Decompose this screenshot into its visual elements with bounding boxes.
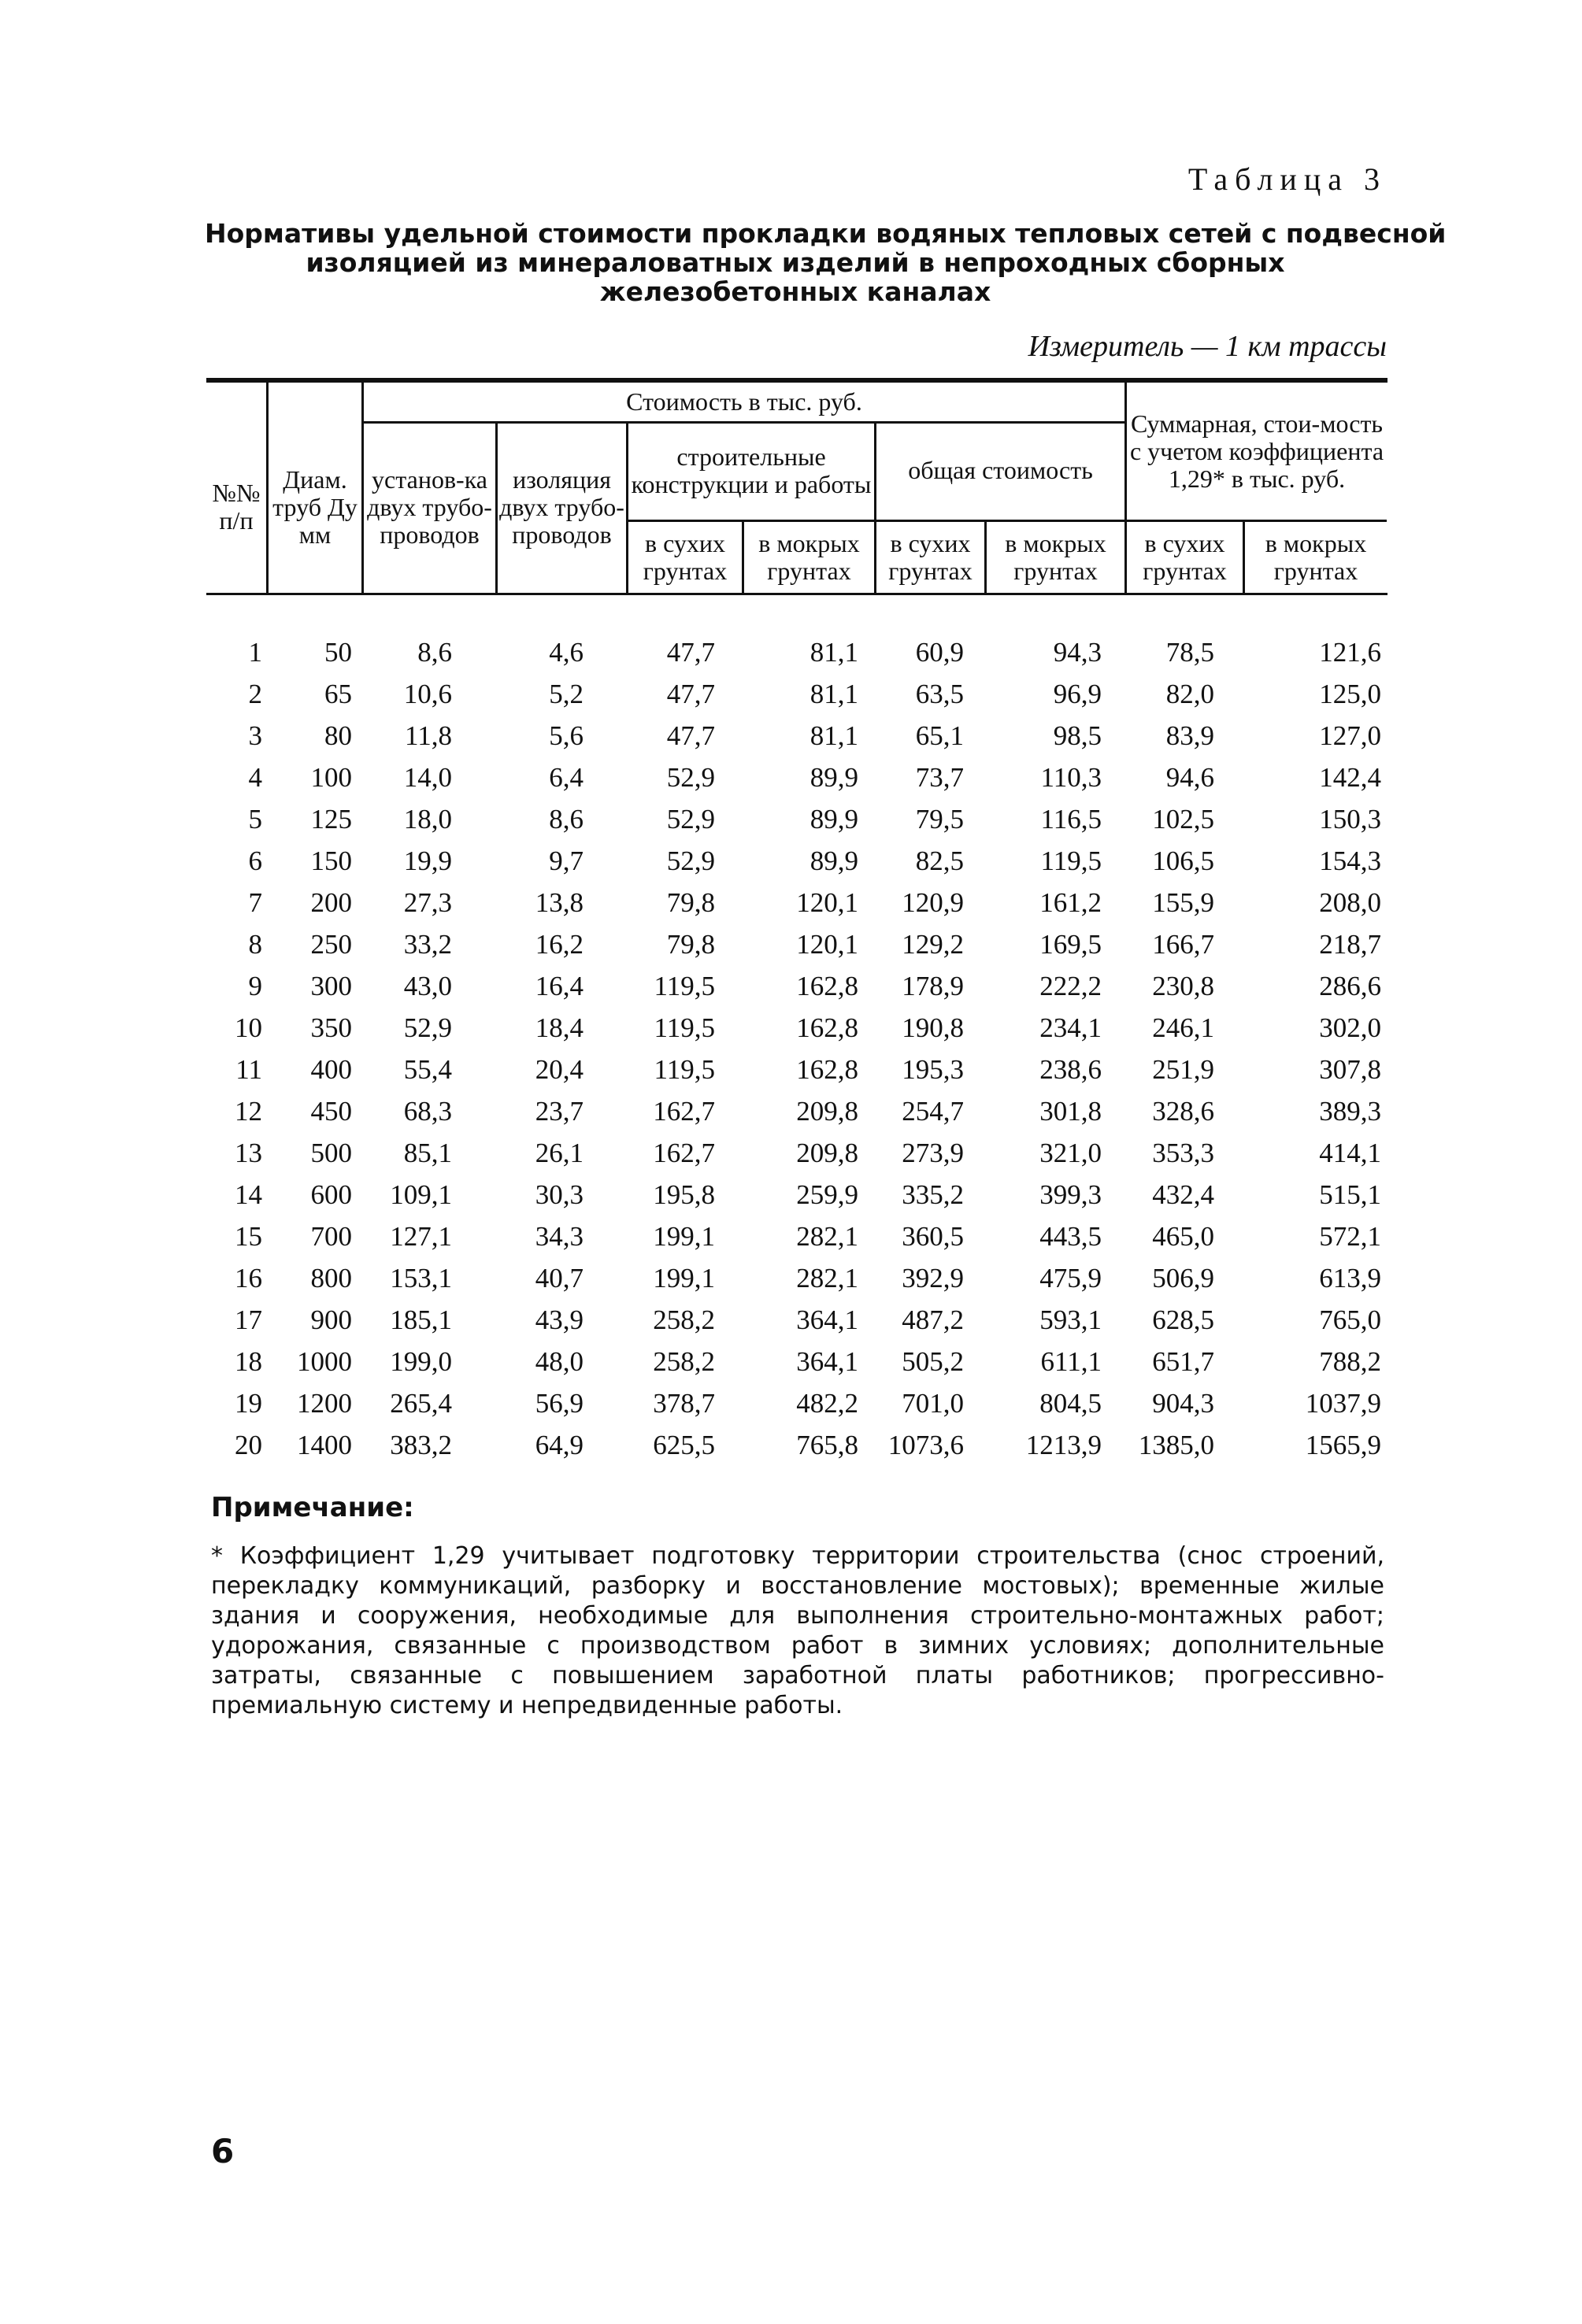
cell-num: 17 — [235, 1304, 262, 1335]
cell-sum-dry: 651,7 — [1152, 1346, 1214, 1377]
cell-total-dry: 273,9 — [902, 1138, 964, 1168]
cell-insulation: 20,4 — [535, 1054, 584, 1085]
header-wet: в мокрых грунтах — [758, 529, 860, 585]
cell-diam: 50 — [324, 637, 352, 668]
cell-constr-wet: 209,8 — [796, 1138, 858, 1168]
cell-insulation: 16,4 — [535, 971, 584, 1001]
cell-insulation: 8,6 — [549, 804, 584, 834]
cell-constr-wet: 162,8 — [796, 971, 858, 1001]
cell-total-wet: 222,2 — [1039, 971, 1102, 1001]
cell-num: 4 — [248, 762, 262, 793]
header-construction: строительные конструкции и работы — [631, 442, 872, 498]
title-line: железобетонных каналах — [599, 276, 991, 307]
header-diam: Диам. труб Ду мм — [272, 464, 358, 549]
title-line: Нормативы удельной стоимости прокладки водяных тепловых сетей с подвесной — [205, 218, 1447, 249]
cell-total-dry: 701,0 — [902, 1388, 964, 1419]
cell-insulation: 56,9 — [535, 1388, 584, 1419]
cell-total-wet: 804,5 — [1039, 1388, 1102, 1419]
cell-total-dry: 487,2 — [902, 1304, 964, 1335]
cell-total-wet: 96,9 — [1053, 679, 1102, 709]
cell-constr-dry: 378,7 — [653, 1388, 715, 1419]
table-label: Таблица 3 — [1187, 161, 1387, 197]
cell-constr-dry: 258,2 — [653, 1346, 715, 1377]
cell-constr-wet: 120,1 — [796, 929, 858, 960]
cell-install: 27,3 — [403, 887, 452, 918]
cell-diam: 400 — [310, 1054, 352, 1085]
cell-constr-wet: 282,1 — [796, 1221, 858, 1252]
table-row — [0, 715, 1582, 757]
cell-num: 6 — [248, 846, 262, 876]
cell-install: 199,0 — [390, 1346, 452, 1377]
cell-total-wet: 161,2 — [1039, 887, 1102, 918]
cell-sum-dry: 106,5 — [1152, 846, 1214, 876]
cell-diam: 1000 — [297, 1346, 352, 1377]
cell-total-dry: 195,3 — [902, 1054, 964, 1085]
cell-insulation: 64,9 — [535, 1430, 584, 1460]
cell-constr-dry: 119,5 — [654, 1012, 715, 1043]
cell-constr-wet: 364,1 — [796, 1304, 858, 1335]
cell-constr-dry: 162,7 — [653, 1096, 715, 1127]
cell-num: 9 — [248, 971, 262, 1001]
cell-total-dry: 120,9 — [902, 887, 964, 918]
cell-total-wet: 238,6 — [1039, 1054, 1102, 1085]
cell-diam: 200 — [310, 887, 352, 918]
cell-sum-wet: 208,0 — [1319, 887, 1381, 918]
cell-sum-wet: 1565,9 — [1305, 1430, 1381, 1460]
cell-sum-dry: 251,9 — [1152, 1054, 1214, 1085]
cell-total-wet: 94,3 — [1053, 637, 1102, 668]
cell-diam: 500 — [310, 1138, 352, 1168]
cell-total-dry: 392,9 — [902, 1263, 964, 1293]
table-row — [0, 1007, 1582, 1049]
table-row — [0, 1341, 1582, 1382]
cell-insulation: 34,3 — [535, 1221, 584, 1252]
cell-install: 68,3 — [403, 1096, 452, 1127]
cell-constr-wet: 162,8 — [796, 1054, 858, 1085]
cell-diam: 600 — [310, 1179, 352, 1210]
cell-diam: 900 — [310, 1304, 352, 1335]
cell-diam: 65 — [324, 679, 352, 709]
cell-total-wet: 593,1 — [1039, 1304, 1102, 1335]
cell-total-dry: 82,5 — [915, 846, 964, 876]
cell-total-wet: 611,1 — [1040, 1346, 1102, 1377]
cell-num: 5 — [248, 804, 262, 834]
cell-total-dry: 65,1 — [915, 720, 964, 751]
cell-total-wet: 475,9 — [1039, 1263, 1102, 1293]
cell-install: 55,4 — [403, 1054, 452, 1085]
cell-num: 19 — [235, 1388, 262, 1419]
table-row — [0, 631, 1582, 673]
cell-sum-wet: 286,6 — [1319, 971, 1381, 1001]
title-line: изоляцией из минераловатных изделий в непроходных сборных — [306, 247, 1285, 278]
cell-num: 13 — [235, 1138, 262, 1168]
table-row — [0, 1424, 1582, 1466]
cell-constr-dry: 199,1 — [653, 1221, 715, 1252]
header-num: №№ п/п — [212, 479, 261, 535]
cell-sum-dry: 83,9 — [1165, 720, 1214, 751]
cell-install: 185,1 — [390, 1304, 452, 1335]
cell-total-dry: 190,8 — [902, 1012, 964, 1043]
table-row — [0, 798, 1582, 840]
cell-num: 3 — [248, 720, 262, 751]
cell-total-dry: 1073,6 — [887, 1430, 964, 1460]
cell-constr-dry: 258,2 — [653, 1304, 715, 1335]
cell-sum-wet: 302,0 — [1319, 1012, 1381, 1043]
cell-constr-wet: 209,8 — [796, 1096, 858, 1127]
cell-sum-dry: 432,4 — [1152, 1179, 1214, 1210]
cell-sum-wet: 150,3 — [1319, 804, 1381, 834]
cell-diam: 700 — [310, 1221, 352, 1252]
header-dry: в сухих грунтах — [1143, 529, 1227, 585]
cell-insulation: 43,9 — [535, 1304, 584, 1335]
cell-total-dry: 254,7 — [902, 1096, 964, 1127]
cell-diam: 80 — [324, 720, 352, 751]
cell-diam: 800 — [310, 1263, 352, 1293]
cell-install: 10,6 — [403, 679, 452, 709]
header-dry: в сухих грунтах — [643, 529, 728, 585]
cell-constr-dry: 162,7 — [653, 1138, 715, 1168]
cell-sum-dry: 230,8 — [1152, 971, 1214, 1001]
cell-num: 1 — [248, 637, 262, 668]
table-row — [0, 1174, 1582, 1216]
cell-install: 14,0 — [403, 762, 452, 793]
cell-sum-wet: 788,2 — [1319, 1346, 1381, 1377]
cell-total-wet: 443,5 — [1039, 1221, 1102, 1252]
table-row — [0, 1132, 1582, 1174]
table-row — [0, 923, 1582, 965]
cell-install: 265,4 — [390, 1388, 452, 1419]
cell-total-wet: 399,3 — [1039, 1179, 1102, 1210]
cell-insulation: 40,7 — [535, 1263, 584, 1293]
cell-sum-wet: 307,8 — [1319, 1054, 1381, 1085]
cell-sum-dry: 94,6 — [1165, 762, 1214, 793]
cell-sum-dry: 166,7 — [1152, 929, 1214, 960]
cell-sum-dry: 1385,0 — [1138, 1430, 1214, 1460]
cell-constr-wet: 765,8 — [796, 1430, 858, 1460]
table-row — [0, 1299, 1582, 1341]
cell-sum-wet: 127,0 — [1319, 720, 1381, 751]
cell-total-wet: 301,8 — [1039, 1096, 1102, 1127]
cell-install: 19,9 — [403, 846, 452, 876]
cell-constr-dry: 52,9 — [666, 846, 715, 876]
header-total: общая стоимость — [908, 456, 1093, 484]
cell-constr-wet: 364,1 — [796, 1346, 858, 1377]
cell-total-wet: 110,3 — [1040, 762, 1102, 793]
cell-insulation: 48,0 — [535, 1346, 584, 1377]
cell-install: 383,2 — [390, 1430, 452, 1460]
header-bottom-rule — [206, 593, 1387, 595]
cell-sum-dry: 78,5 — [1165, 637, 1214, 668]
note-text: * Коэффициент 1,29 учитывает подготовку территории строительства (снос строений, перекладку коммуникаций, разборку и восстановление мостовых); временные жилые здания и сооружения, необходимые для выполнения строительно-монтажных работ; удорожания, связанные с производством работ в зимних условиях; дополнительные затраты, связанные с повышением заработной платы работников; прогрессивно-премиальную систему и непредвиденные работы. — [211, 1542, 1384, 1719]
cell-num: 11 — [235, 1054, 262, 1085]
cell-insulation: 5,2 — [549, 679, 584, 709]
cell-total-dry: 129,2 — [902, 929, 964, 960]
cell-constr-dry: 625,5 — [653, 1430, 715, 1460]
cell-constr-dry: 47,7 — [666, 720, 715, 751]
cell-diam: 300 — [310, 971, 352, 1001]
cell-sum-wet: 218,7 — [1319, 929, 1381, 960]
cell-install: 109,1 — [390, 1179, 452, 1210]
note-title: Примечание: — [211, 1492, 414, 1523]
cell-total-dry: 60,9 — [915, 637, 964, 668]
cell-sum-dry: 506,9 — [1152, 1263, 1214, 1293]
cell-total-wet: 234,1 — [1039, 1012, 1102, 1043]
cell-insulation: 18,4 — [535, 1012, 584, 1043]
header-wet: в мокрых грунтах — [1265, 529, 1367, 585]
cell-install: 33,2 — [403, 929, 452, 960]
cell-sum-dry: 246,1 — [1152, 1012, 1214, 1043]
cell-constr-dry: 52,9 — [666, 762, 715, 793]
cell-constr-wet: 81,1 — [810, 637, 858, 668]
cell-sum-wet: 572,1 — [1319, 1221, 1381, 1252]
table-row — [0, 840, 1582, 882]
cell-diam: 100 — [310, 762, 352, 793]
cell-install: 8,6 — [417, 637, 452, 668]
cell-total-dry: 178,9 — [902, 971, 964, 1001]
cell-total-dry: 79,5 — [915, 804, 964, 834]
cell-sum-wet: 142,4 — [1319, 762, 1381, 793]
cell-constr-wet: 259,9 — [796, 1179, 858, 1210]
cell-num: 12 — [235, 1096, 262, 1127]
cell-sum-wet: 515,1 — [1319, 1179, 1381, 1210]
cell-diam: 1200 — [297, 1388, 352, 1419]
cell-diam: 150 — [310, 846, 352, 876]
cell-constr-wet: 120,1 — [796, 887, 858, 918]
cell-insulation: 26,1 — [535, 1138, 584, 1168]
cell-num: 14 — [235, 1179, 262, 1210]
cell-sum-dry: 353,3 — [1152, 1138, 1214, 1168]
header-cost-group: Стоимость в тыс. руб. — [626, 387, 862, 416]
header-install: установ-ка двух трубо-проводов — [367, 464, 492, 549]
cell-sum-wet: 765,0 — [1319, 1304, 1381, 1335]
cell-total-dry: 505,2 — [902, 1346, 964, 1377]
cell-install: 153,1 — [390, 1263, 452, 1293]
cell-constr-dry: 79,8 — [666, 887, 715, 918]
cell-constr-wet: 89,9 — [810, 762, 858, 793]
table-row — [0, 1216, 1582, 1257]
cell-install: 11,8 — [405, 720, 452, 751]
cell-constr-dry: 199,1 — [653, 1263, 715, 1293]
cell-sum-wet: 1037,9 — [1305, 1388, 1381, 1419]
cell-constr-wet: 282,1 — [796, 1263, 858, 1293]
cell-sum-wet: 414,1 — [1319, 1138, 1381, 1168]
cell-install: 85,1 — [403, 1138, 452, 1168]
cell-install: 43,0 — [403, 971, 452, 1001]
cell-insulation: 4,6 — [549, 637, 584, 668]
cell-insulation: 5,6 — [549, 720, 584, 751]
cell-sum-wet: 613,9 — [1319, 1263, 1381, 1293]
cell-sum-dry: 102,5 — [1152, 804, 1214, 834]
cell-sum-wet: 125,0 — [1319, 679, 1381, 709]
cell-constr-wet: 482,2 — [796, 1388, 858, 1419]
cell-total-wet: 119,5 — [1040, 846, 1102, 876]
cell-insulation: 16,2 — [535, 929, 584, 960]
header-summary: Суммарная, стои-мость с учетом коэффициента 1,29* в тыс. руб. — [1129, 409, 1384, 493]
cell-constr-dry: 52,9 — [666, 804, 715, 834]
cell-total-wet: 321,0 — [1039, 1138, 1102, 1168]
table-row — [0, 965, 1582, 1007]
cell-install: 127,1 — [390, 1221, 452, 1252]
cell-num: 2 — [248, 679, 262, 709]
cell-insulation: 9,7 — [549, 846, 584, 876]
cell-constr-dry: 47,7 — [666, 679, 715, 709]
table-row — [0, 673, 1582, 715]
table-row — [0, 1090, 1582, 1132]
cell-constr-dry: 195,8 — [653, 1179, 715, 1210]
cell-diam: 450 — [310, 1096, 352, 1127]
table-title — [205, 218, 1447, 307]
cell-num: 20 — [235, 1430, 262, 1460]
cell-sum-dry: 82,0 — [1165, 679, 1214, 709]
cell-constr-dry: 119,5 — [654, 971, 715, 1001]
cell-constr-dry: 119,5 — [654, 1054, 715, 1085]
cell-constr-wet: 81,1 — [810, 679, 858, 709]
cell-insulation: 23,7 — [535, 1096, 584, 1127]
cell-sum-dry: 155,9 — [1152, 887, 1214, 918]
cell-constr-wet: 89,9 — [810, 846, 858, 876]
cell-constr-wet: 89,9 — [810, 804, 858, 834]
cell-total-dry: 63,5 — [915, 679, 964, 709]
cell-num: 10 — [235, 1012, 262, 1043]
cell-num: 18 — [235, 1346, 262, 1377]
cell-num: 8 — [248, 929, 262, 960]
table-row — [0, 882, 1582, 923]
cell-sum-dry: 328,6 — [1152, 1096, 1214, 1127]
cell-constr-wet: 162,8 — [796, 1012, 858, 1043]
cell-diam: 125 — [310, 804, 352, 834]
table-row — [0, 1382, 1582, 1424]
cell-sum-wet: 389,3 — [1319, 1096, 1381, 1127]
cell-insulation: 30,3 — [535, 1179, 584, 1210]
cell-constr-wet: 81,1 — [810, 720, 858, 751]
cell-num: 16 — [235, 1263, 262, 1293]
cell-sum-dry: 628,5 — [1152, 1304, 1214, 1335]
table-row — [0, 757, 1582, 798]
cell-total-dry: 360,5 — [902, 1221, 964, 1252]
header-dry: в сухих грунтах — [888, 529, 973, 585]
cell-diam: 350 — [310, 1012, 352, 1043]
cell-diam: 1400 — [297, 1430, 352, 1460]
cell-sum-wet: 154,3 — [1319, 846, 1381, 876]
table-row — [0, 1049, 1582, 1090]
table-row — [0, 1257, 1582, 1299]
cell-total-wet: 98,5 — [1053, 720, 1102, 751]
cell-install: 52,9 — [403, 1012, 452, 1043]
cell-constr-dry: 79,8 — [666, 929, 715, 960]
cell-total-dry: 73,7 — [915, 762, 964, 793]
cell-insulation: 6,4 — [549, 762, 584, 793]
cell-num: 7 — [248, 887, 262, 918]
cell-sum-wet: 121,6 — [1319, 637, 1381, 668]
page-number: 6 — [211, 2132, 235, 2170]
cell-total-wet: 116,5 — [1040, 804, 1102, 834]
cell-total-wet: 169,5 — [1039, 929, 1102, 960]
cell-diam: 250 — [310, 929, 352, 960]
cell-install: 18,0 — [403, 804, 452, 834]
cell-total-dry: 335,2 — [902, 1179, 964, 1210]
cell-insulation: 13,8 — [535, 887, 584, 918]
cell-constr-dry: 47,7 — [666, 637, 715, 668]
cell-sum-dry: 465,0 — [1152, 1221, 1214, 1252]
header-insulation: изоляция двух трубо-проводов — [499, 464, 624, 549]
cell-sum-dry: 904,3 — [1152, 1388, 1214, 1419]
header-wet: в мокрых грунтах — [1005, 529, 1106, 585]
cell-num: 15 — [235, 1221, 262, 1252]
unit-label: Измеритель — 1 км трассы — [1028, 330, 1387, 363]
cell-total-wet: 1213,9 — [1025, 1430, 1102, 1460]
